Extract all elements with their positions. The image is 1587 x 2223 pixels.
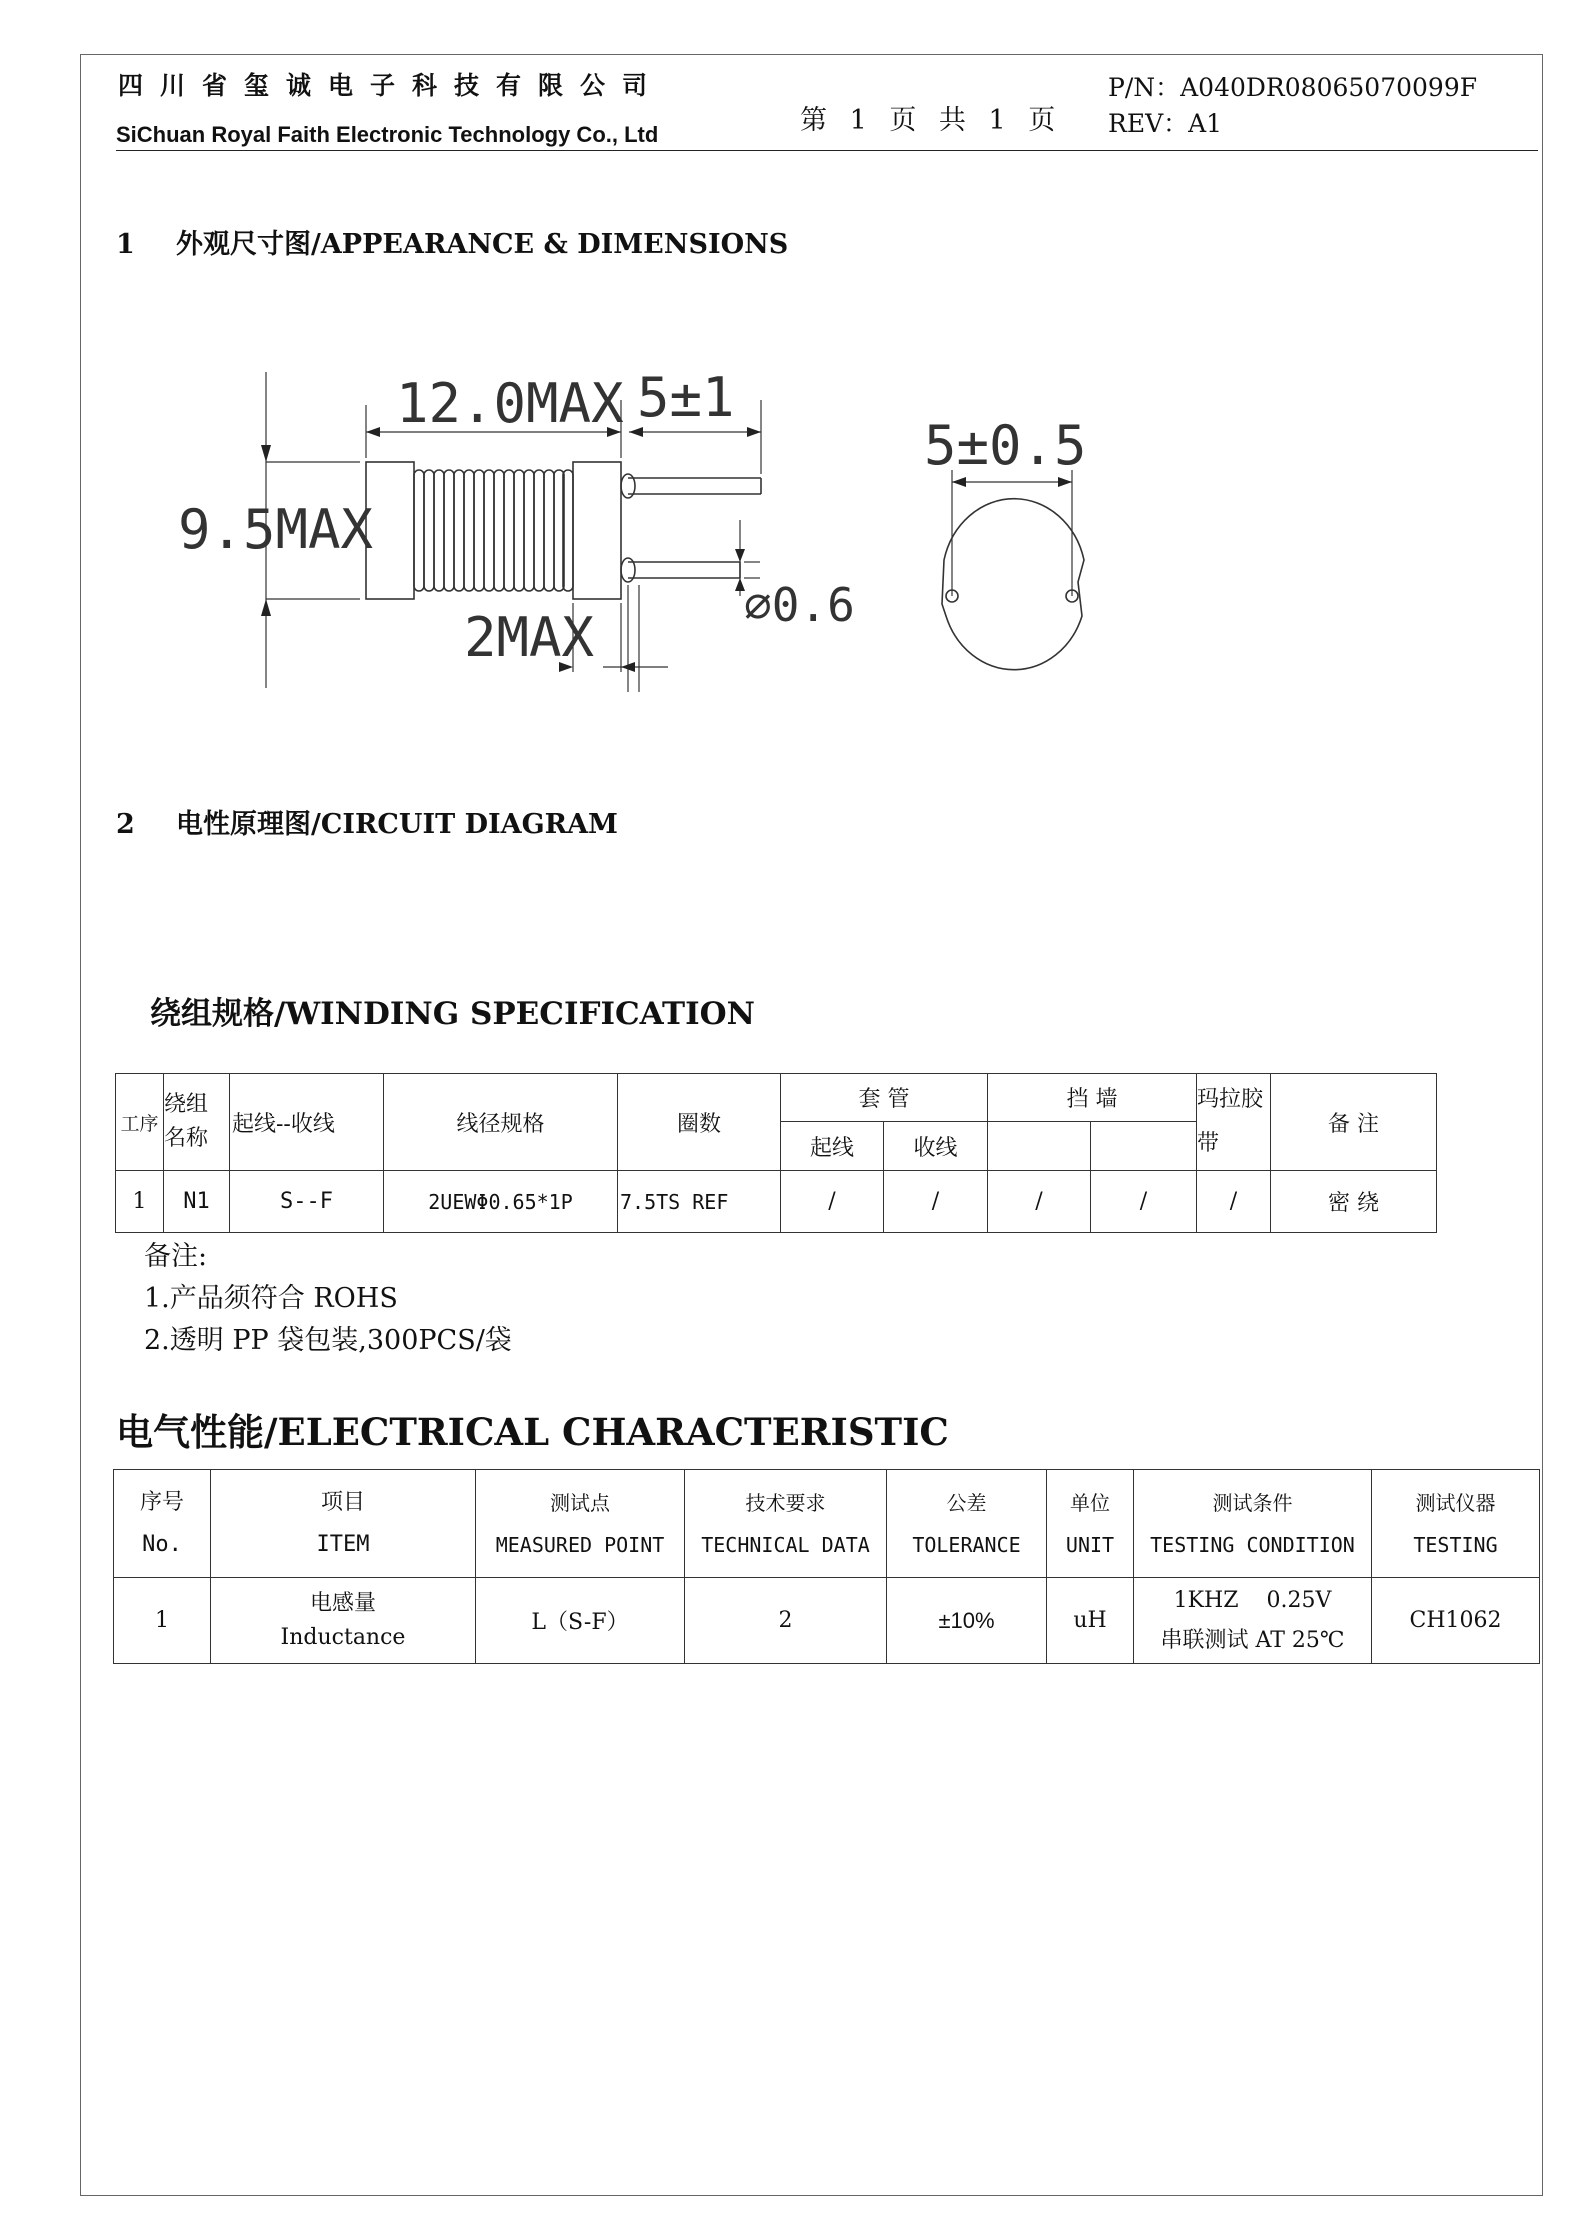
header-turns: 圈数 xyxy=(618,1074,781,1171)
header-barrier: 挡 墙 xyxy=(988,1074,1197,1122)
section-number: 1 xyxy=(116,229,135,260)
cell-testing-condition: 1KHZ 0.25V 串联测试 AT 25℃ xyxy=(1134,1578,1372,1664)
header-unit: 单位 UNIT xyxy=(1047,1470,1134,1578)
cell-tape: / xyxy=(1197,1171,1271,1233)
cell-measured-point: L（S-F） xyxy=(476,1578,685,1664)
header-winding-name: 绕组名称 xyxy=(164,1074,230,1171)
header-technical-data: 技术要求 TECHNICAL DATA xyxy=(685,1470,887,1578)
dim-lead-length-label: 5±1 xyxy=(637,366,735,429)
header-sleeve-end: 收线 xyxy=(884,1122,988,1171)
cell-sleeve-end: / xyxy=(884,1171,988,1233)
section-title: 电性原理图/CIRCUIT DIAGRAM xyxy=(176,809,618,840)
cell-name: N1 xyxy=(164,1171,230,1233)
page-info: 第 1 页 共 1 页 xyxy=(800,105,1063,136)
electrical-table xyxy=(113,1469,1540,1664)
company-name-cn: 四川省玺诚电子科技有限公司 xyxy=(118,71,665,100)
header-start-end: 起线--收线 xyxy=(230,1074,384,1171)
left-flange xyxy=(366,462,414,599)
revision: REV：A1 xyxy=(1108,109,1223,138)
section-number: 2 xyxy=(116,809,135,840)
winding-spec-table xyxy=(115,1073,1437,1233)
dim-wire-dia-label: ∅0.6 xyxy=(744,578,855,632)
cell-process: 1 xyxy=(116,1171,164,1233)
table-row xyxy=(114,1578,1540,1664)
cell-turns: 7.5TS REF xyxy=(618,1171,781,1233)
section-circuit-heading xyxy=(116,802,618,841)
end-view-outline xyxy=(942,499,1084,670)
cell-instrument: CH1062 xyxy=(1372,1578,1540,1664)
header-no: 序号 No. xyxy=(114,1470,211,1578)
notes-title: 备注: xyxy=(144,1241,208,1272)
header-tolerance: 公差 TOLERANCE xyxy=(887,1470,1047,1578)
cell-remark: 密 绕 xyxy=(1271,1171,1437,1233)
cell-technical-data: 2 xyxy=(685,1578,887,1664)
notes xyxy=(144,1236,512,1362)
coil-windings xyxy=(414,470,573,591)
header-wire-spec: 线径规格 xyxy=(384,1074,618,1171)
section-title: 外观尺寸图/APPEARANCE & DIMENSIONS xyxy=(176,229,789,260)
cell-barrier-2: / xyxy=(1091,1171,1197,1233)
header-item: 项目 ITEM xyxy=(211,1470,476,1578)
dim-pitch-label: 5±0.5 xyxy=(924,414,1087,477)
electrical-title: 电气性能/ELECTRICAL CHARACTERISTIC xyxy=(116,1410,949,1454)
dim-flange-label: 2MAX xyxy=(464,606,595,669)
winding-spec-title: 绕组规格/WINDING SPECIFICATION xyxy=(150,996,755,1032)
header-barrier-2 xyxy=(1091,1122,1197,1171)
note-item: 2.透明 PP 袋包装,300PCS/袋 xyxy=(144,1325,512,1356)
header-barrier-1 xyxy=(988,1122,1091,1171)
cell-sleeve-start: / xyxy=(781,1171,884,1233)
cell-start-end: S--F xyxy=(230,1171,384,1233)
header-tape: 玛拉胶带 xyxy=(1197,1074,1271,1171)
cell-item: 电感量 Inductance xyxy=(211,1578,476,1664)
cell-unit: uH xyxy=(1047,1578,1134,1664)
header-testing: 测试仪器 TESTING xyxy=(1372,1470,1540,1578)
part-number: P/N：A040DR08065070099F xyxy=(1108,73,1478,102)
header-remark: 备 注 xyxy=(1271,1074,1437,1171)
dim-length-label: 12.0MAX xyxy=(396,372,624,435)
cell-wire-spec: 2UEWΦ0.65*1P xyxy=(384,1171,618,1233)
header-sleeve: 套 管 xyxy=(781,1074,988,1122)
note-item: 1.产品须符合 ROHS xyxy=(144,1283,398,1314)
table-row xyxy=(116,1171,1437,1233)
header-measured-point: 测试点 MEASURED POINT xyxy=(476,1470,685,1578)
dim-diameter-label: 9.5MAX xyxy=(178,498,374,561)
cell-tolerance: ±10% xyxy=(887,1578,1047,1664)
cell-barrier-1: / xyxy=(988,1171,1091,1233)
header-testing-condition: 测试条件 TESTING CONDITION xyxy=(1134,1470,1372,1578)
cell-no: 1 xyxy=(114,1578,211,1664)
company-name-en: SiChuan Royal Faith Electronic Technology Co., Ltd xyxy=(116,122,659,147)
header-process: 工序 xyxy=(116,1074,164,1171)
header-sleeve-start: 起线 xyxy=(781,1122,884,1171)
right-flange xyxy=(573,462,621,599)
